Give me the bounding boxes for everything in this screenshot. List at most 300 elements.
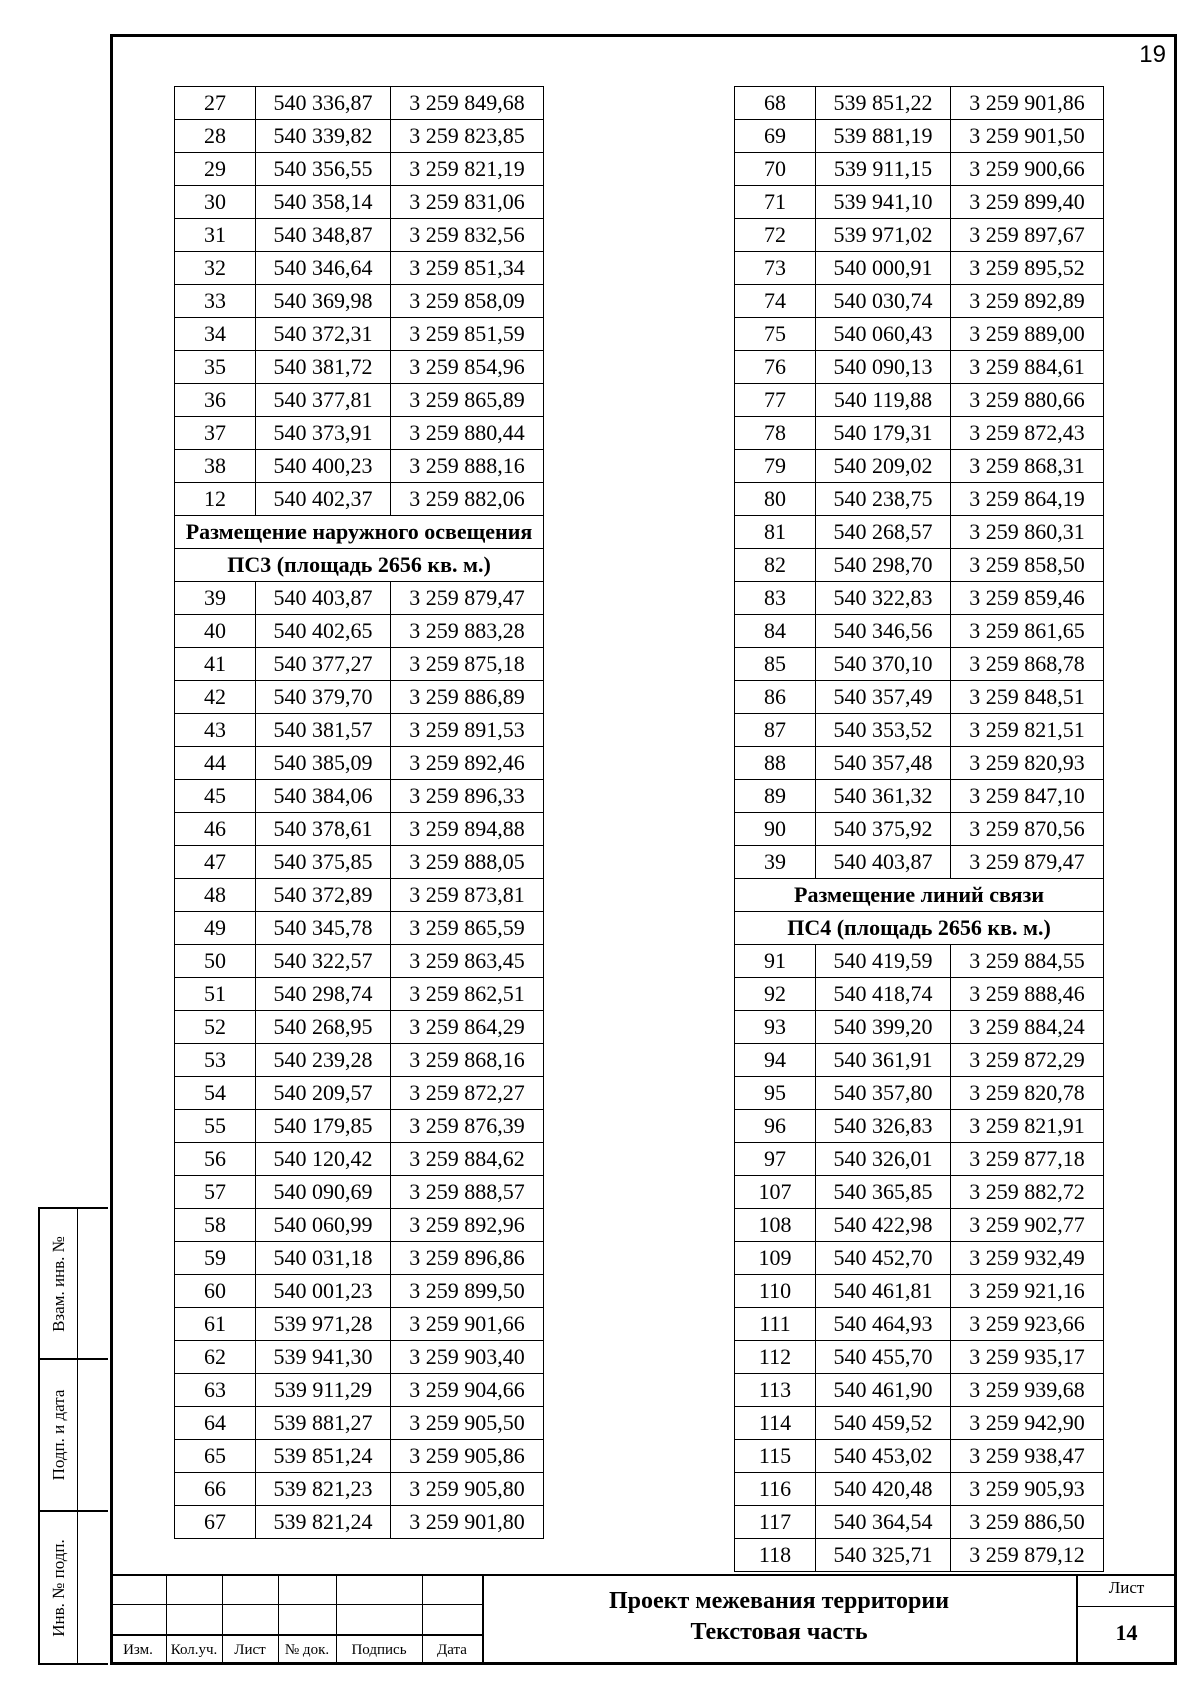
table-row (735, 450, 1104, 483)
table-row (735, 714, 1104, 747)
point-number-cell: 29 (175, 153, 256, 186)
x-coordinate-cell: 540 346,56 (816, 615, 951, 648)
y-coordinate-cell: 3 259 901,80 (391, 1506, 544, 1539)
table-row (735, 780, 1104, 813)
point-number-cell: 95 (735, 1077, 816, 1110)
table-row (175, 351, 544, 384)
title-block-nom-dok-label: № док. (284, 1642, 330, 1658)
table-row (735, 285, 1104, 318)
y-coordinate-cell: 3 259 892,96 (391, 1209, 544, 1242)
x-coordinate-cell: 539 971,28 (256, 1308, 391, 1341)
table-row (175, 384, 544, 417)
x-coordinate-cell: 540 418,74 (816, 978, 951, 1011)
y-coordinate-cell: 3 259 888,16 (391, 450, 544, 483)
point-number-cell: 70 (735, 153, 816, 186)
y-coordinate-cell: 3 259 877,18 (951, 1143, 1104, 1176)
document-title-line-2: Текстовая часть (690, 1619, 868, 1645)
point-number-cell: 30 (175, 186, 256, 219)
point-number-cell: 48 (175, 879, 256, 912)
point-number-cell: 107 (735, 1176, 816, 1209)
y-coordinate-cell: 3 259 880,66 (951, 384, 1104, 417)
x-coordinate-cell: 539 821,23 (256, 1473, 391, 1506)
point-number-cell: 93 (735, 1011, 816, 1044)
point-number-cell: 38 (175, 450, 256, 483)
x-coordinate-cell: 540 120,42 (256, 1143, 391, 1176)
y-coordinate-cell: 3 259 935,17 (951, 1341, 1104, 1374)
x-coordinate-cell: 540 339,82 (256, 120, 391, 153)
sheet-label: Лист (1108, 1578, 1145, 1597)
table-row (735, 1506, 1104, 1539)
y-coordinate-cell: 3 259 879,47 (391, 582, 544, 615)
table-row (735, 1308, 1104, 1341)
point-number-cell: 37 (175, 417, 256, 450)
y-coordinate-cell: 3 259 870,56 (951, 813, 1104, 846)
x-coordinate-cell: 540 372,89 (256, 879, 391, 912)
x-coordinate-cell: 540 322,57 (256, 945, 391, 978)
point-number-cell: 92 (735, 978, 816, 1011)
point-number-cell: 79 (735, 450, 816, 483)
point-number-cell: 117 (735, 1506, 816, 1539)
point-number-cell: 31 (175, 219, 256, 252)
table-row (735, 153, 1104, 186)
section-subtitle: ПС3 (площадь 2656 кв. м.) (175, 549, 544, 582)
table-row (175, 285, 544, 318)
point-number-cell: 46 (175, 813, 256, 846)
y-coordinate-cell: 3 259 863,45 (391, 945, 544, 978)
x-coordinate-cell: 540 361,91 (816, 1044, 951, 1077)
x-coordinate-cell: 540 356,55 (256, 153, 391, 186)
table-row (735, 747, 1104, 780)
table-row (735, 549, 1104, 582)
y-coordinate-cell: 3 259 882,06 (391, 483, 544, 516)
table-row (735, 483, 1104, 516)
table-row (175, 648, 544, 681)
point-number-cell: 114 (735, 1407, 816, 1440)
x-coordinate-cell: 540 357,48 (816, 747, 951, 780)
x-coordinate-cell: 540 377,27 (256, 648, 391, 681)
x-coordinate-cell: 540 365,85 (816, 1176, 951, 1209)
point-number-cell: 56 (175, 1143, 256, 1176)
coordinates-table-left-body (175, 87, 544, 1539)
y-coordinate-cell: 3 259 884,24 (951, 1011, 1104, 1044)
x-coordinate-cell: 540 060,99 (256, 1209, 391, 1242)
table-row (175, 747, 544, 780)
y-coordinate-cell: 3 259 872,27 (391, 1077, 544, 1110)
point-number-cell: 32 (175, 252, 256, 285)
y-coordinate-cell: 3 259 901,86 (951, 87, 1104, 120)
y-coordinate-cell: 3 259 923,66 (951, 1308, 1104, 1341)
table-row (175, 1110, 544, 1143)
y-coordinate-cell: 3 259 888,57 (391, 1176, 544, 1209)
y-coordinate-cell: 3 259 892,89 (951, 285, 1104, 318)
point-number-cell: 59 (175, 1242, 256, 1275)
y-coordinate-cell: 3 259 854,96 (391, 351, 544, 384)
y-coordinate-cell: 3 259 847,10 (951, 780, 1104, 813)
x-coordinate-cell: 540 060,43 (816, 318, 951, 351)
point-number-cell: 72 (735, 219, 816, 252)
y-coordinate-cell: 3 259 939,68 (951, 1374, 1104, 1407)
point-number-cell: 87 (735, 714, 816, 747)
x-coordinate-cell: 539 821,24 (256, 1506, 391, 1539)
point-number-cell: 115 (735, 1440, 816, 1473)
table-row (175, 318, 544, 351)
y-coordinate-cell: 3 259 901,66 (391, 1308, 544, 1341)
section-title: Размещение наружного освещения (175, 516, 544, 549)
y-coordinate-cell: 3 259 886,89 (391, 681, 544, 714)
x-coordinate-cell: 540 402,37 (256, 483, 391, 516)
point-number-cell: 58 (175, 1209, 256, 1242)
table-row (175, 120, 544, 153)
table-row (735, 681, 1104, 714)
x-coordinate-cell: 540 358,14 (256, 186, 391, 219)
x-coordinate-cell: 540 209,57 (256, 1077, 391, 1110)
table-row (735, 1077, 1104, 1110)
y-coordinate-cell: 3 259 896,86 (391, 1242, 544, 1275)
x-coordinate-cell: 540 238,75 (816, 483, 951, 516)
y-coordinate-cell: 3 259 899,40 (951, 186, 1104, 219)
table-row (735, 1176, 1104, 1209)
x-coordinate-cell: 539 881,27 (256, 1407, 391, 1440)
table-row (175, 252, 544, 285)
stamp-inv-podp-label: Инв. № подп. (48, 1538, 68, 1637)
title-block-list-label: Лист (234, 1642, 266, 1658)
point-number-cell: 94 (735, 1044, 816, 1077)
table-row (175, 879, 544, 912)
y-coordinate-cell: 3 259 865,59 (391, 912, 544, 945)
point-number-cell: 74 (735, 285, 816, 318)
x-coordinate-cell: 540 377,81 (256, 384, 391, 417)
table-row (735, 252, 1104, 285)
y-coordinate-cell: 3 259 820,93 (951, 747, 1104, 780)
coordinates-table-right (734, 86, 1104, 1572)
y-coordinate-cell: 3 259 831,06 (391, 186, 544, 219)
table-row (175, 1011, 544, 1044)
x-coordinate-cell: 539 851,24 (256, 1440, 391, 1473)
y-coordinate-cell: 3 259 884,61 (951, 351, 1104, 384)
x-coordinate-cell: 540 364,54 (816, 1506, 951, 1539)
point-number-cell: 80 (735, 483, 816, 516)
y-coordinate-cell: 3 259 879,47 (951, 846, 1104, 879)
point-number-cell: 82 (735, 549, 816, 582)
point-number-cell: 83 (735, 582, 816, 615)
table-row (175, 1506, 544, 1539)
y-coordinate-cell: 3 259 905,80 (391, 1473, 544, 1506)
x-coordinate-cell: 540 326,83 (816, 1110, 951, 1143)
y-coordinate-cell: 3 259 880,44 (391, 417, 544, 450)
x-coordinate-cell: 540 336,87 (256, 87, 391, 120)
x-coordinate-cell: 540 298,74 (256, 978, 391, 1011)
table-row (735, 87, 1104, 120)
x-coordinate-cell: 540 402,65 (256, 615, 391, 648)
table-row (735, 1473, 1104, 1506)
y-coordinate-cell: 3 259 848,51 (951, 681, 1104, 714)
point-number-cell: 34 (175, 318, 256, 351)
stamp-podp-data-label: Подп. и дата (48, 1389, 68, 1481)
table-row (175, 813, 544, 846)
x-coordinate-cell: 539 941,30 (256, 1341, 391, 1374)
point-number-cell: 27 (175, 87, 256, 120)
y-coordinate-cell: 3 259 903,40 (391, 1341, 544, 1374)
y-coordinate-cell: 3 259 889,00 (951, 318, 1104, 351)
y-coordinate-cell: 3 259 823,85 (391, 120, 544, 153)
y-coordinate-cell: 3 259 901,50 (951, 120, 1104, 153)
x-coordinate-cell: 540 268,57 (816, 516, 951, 549)
point-number-cell: 75 (735, 318, 816, 351)
y-coordinate-cell: 3 259 905,86 (391, 1440, 544, 1473)
table-row (175, 219, 544, 252)
x-coordinate-cell: 540 179,31 (816, 417, 951, 450)
y-coordinate-cell: 3 259 884,55 (951, 945, 1104, 978)
point-number-cell: 63 (175, 1374, 256, 1407)
x-coordinate-cell: 540 455,70 (816, 1341, 951, 1374)
point-number-cell: 33 (175, 285, 256, 318)
x-coordinate-cell: 539 851,22 (816, 87, 951, 120)
point-number-cell: 112 (735, 1341, 816, 1374)
x-coordinate-cell: 540 325,71 (816, 1539, 951, 1572)
y-coordinate-cell: 3 259 868,16 (391, 1044, 544, 1077)
table-row (175, 153, 544, 186)
y-coordinate-cell: 3 259 864,29 (391, 1011, 544, 1044)
point-number-cell: 108 (735, 1209, 816, 1242)
point-number-cell: 12 (175, 483, 256, 516)
point-number-cell: 35 (175, 351, 256, 384)
y-coordinate-cell: 3 259 868,78 (951, 648, 1104, 681)
table-row (175, 1407, 544, 1440)
point-number-cell: 42 (175, 681, 256, 714)
point-number-cell: 57 (175, 1176, 256, 1209)
stamp-vzam-inv (38, 1207, 108, 1360)
table-row (735, 1242, 1104, 1275)
point-number-cell: 52 (175, 1011, 256, 1044)
point-number-cell: 71 (735, 186, 816, 219)
x-coordinate-cell: 540 461,81 (816, 1275, 951, 1308)
table-row (735, 945, 1104, 978)
y-coordinate-cell: 3 259 900,66 (951, 153, 1104, 186)
point-number-cell: 50 (175, 945, 256, 978)
y-coordinate-cell: 3 259 932,49 (951, 1242, 1104, 1275)
y-coordinate-cell: 3 259 868,31 (951, 450, 1104, 483)
table-row (175, 1374, 544, 1407)
point-number-cell: 69 (735, 120, 816, 153)
x-coordinate-cell: 540 000,91 (816, 252, 951, 285)
x-coordinate-cell: 540 030,74 (816, 285, 951, 318)
y-coordinate-cell: 3 259 851,34 (391, 252, 544, 285)
y-coordinate-cell: 3 259 858,09 (391, 285, 544, 318)
y-coordinate-cell: 3 259 905,50 (391, 1407, 544, 1440)
table-row (735, 219, 1104, 252)
point-number-cell: 88 (735, 747, 816, 780)
point-number-cell: 64 (175, 1407, 256, 1440)
table-row (735, 582, 1104, 615)
x-coordinate-cell: 540 370,10 (816, 648, 951, 681)
point-number-cell: 81 (735, 516, 816, 549)
x-coordinate-cell: 540 031,18 (256, 1242, 391, 1275)
table-row (735, 1275, 1104, 1308)
x-coordinate-cell: 540 381,57 (256, 714, 391, 747)
point-number-cell: 45 (175, 780, 256, 813)
x-coordinate-cell: 539 911,29 (256, 1374, 391, 1407)
table-row (175, 681, 544, 714)
point-number-cell: 111 (735, 1308, 816, 1341)
y-coordinate-cell: 3 259 894,88 (391, 813, 544, 846)
table-row (175, 846, 544, 879)
point-number-cell: 43 (175, 714, 256, 747)
table-row (175, 615, 544, 648)
y-coordinate-cell: 3 259 872,43 (951, 417, 1104, 450)
point-number-cell: 77 (735, 384, 816, 417)
point-number-cell: 109 (735, 1242, 816, 1275)
table-row (735, 1341, 1104, 1374)
x-coordinate-cell: 540 090,69 (256, 1176, 391, 1209)
x-coordinate-cell: 540 369,98 (256, 285, 391, 318)
y-coordinate-cell: 3 259 921,16 (951, 1275, 1104, 1308)
x-coordinate-cell: 540 322,83 (816, 582, 951, 615)
table-row (175, 1242, 544, 1275)
y-coordinate-cell: 3 259 883,28 (391, 615, 544, 648)
x-coordinate-cell: 540 375,85 (256, 846, 391, 879)
x-coordinate-cell: 540 461,90 (816, 1374, 951, 1407)
point-number-cell: 67 (175, 1506, 256, 1539)
title-block-kol-uch-label: Кол.уч. (170, 1642, 218, 1658)
table-row (175, 1308, 544, 1341)
title-block-podpis-label: Подпись (351, 1642, 407, 1658)
page-number: 19 (1139, 41, 1166, 68)
x-coordinate-cell: 540 399,20 (816, 1011, 951, 1044)
point-number-cell: 110 (735, 1275, 816, 1308)
x-coordinate-cell: 540 346,64 (256, 252, 391, 285)
y-coordinate-cell: 3 259 849,68 (391, 87, 544, 120)
y-coordinate-cell: 3 259 859,46 (951, 582, 1104, 615)
x-coordinate-cell: 540 372,31 (256, 318, 391, 351)
point-number-cell: 84 (735, 615, 816, 648)
title-block (110, 1574, 1177, 1665)
x-coordinate-cell: 540 345,78 (256, 912, 391, 945)
table-row (175, 1473, 544, 1506)
y-coordinate-cell: 3 259 884,62 (391, 1143, 544, 1176)
table-row (735, 1407, 1104, 1440)
table-row (735, 417, 1104, 450)
table-row (735, 186, 1104, 219)
y-coordinate-cell: 3 259 858,50 (951, 549, 1104, 582)
x-coordinate-cell: 540 268,95 (256, 1011, 391, 1044)
table-row (735, 1110, 1104, 1143)
section-title: Размещение линий связи (735, 879, 1104, 912)
point-number-cell: 76 (735, 351, 816, 384)
point-number-cell: 89 (735, 780, 816, 813)
title-block-data-label: Дата (437, 1642, 467, 1658)
point-number-cell: 91 (735, 945, 816, 978)
section-header-row (735, 879, 1104, 912)
point-number-cell: 118 (735, 1539, 816, 1572)
x-coordinate-cell: 539 881,19 (816, 120, 951, 153)
section-header-row (175, 549, 544, 582)
y-coordinate-cell: 3 259 873,81 (391, 879, 544, 912)
y-coordinate-cell: 3 259 902,77 (951, 1209, 1104, 1242)
x-coordinate-cell: 540 419,59 (816, 945, 951, 978)
coordinates-table-left (174, 86, 544, 1539)
table-row (175, 450, 544, 483)
section-header-row (735, 912, 1104, 945)
title-block-sheet-line (1076, 1606, 1177, 1607)
table-row (735, 120, 1104, 153)
x-coordinate-cell: 540 239,28 (256, 1044, 391, 1077)
x-coordinate-cell: 539 941,10 (816, 186, 951, 219)
point-number-cell: 49 (175, 912, 256, 945)
point-number-cell: 40 (175, 615, 256, 648)
table-row (735, 351, 1104, 384)
y-coordinate-cell: 3 259 886,50 (951, 1506, 1104, 1539)
coordinates-table-right-body (735, 87, 1104, 1572)
table-row (175, 87, 544, 120)
y-coordinate-cell: 3 259 862,51 (391, 978, 544, 1011)
x-coordinate-cell: 540 090,13 (816, 351, 951, 384)
stamp-vzam-inv-label: Взам. инв. № (48, 1235, 68, 1332)
y-coordinate-cell: 3 259 895,52 (951, 252, 1104, 285)
x-coordinate-cell: 540 298,70 (816, 549, 951, 582)
section-subtitle: ПС4 (площадь 2656 кв. м.) (735, 912, 1104, 945)
y-coordinate-cell: 3 259 897,67 (951, 219, 1104, 252)
point-number-cell: 78 (735, 417, 816, 450)
document-title-line-1: Проект межевания территории (608, 1588, 950, 1614)
table-row (175, 1341, 544, 1374)
title-block-top-border (110, 1574, 1177, 1576)
x-coordinate-cell: 539 911,15 (816, 153, 951, 186)
table-row (735, 1374, 1104, 1407)
y-coordinate-cell: 3 259 876,39 (391, 1110, 544, 1143)
table-row (735, 1143, 1104, 1176)
y-coordinate-cell: 3 259 938,47 (951, 1440, 1104, 1473)
point-number-cell: 66 (175, 1473, 256, 1506)
y-coordinate-cell: 3 259 865,89 (391, 384, 544, 417)
table-row (175, 417, 544, 450)
y-coordinate-cell: 3 259 821,51 (951, 714, 1104, 747)
x-coordinate-cell: 540 403,87 (256, 582, 391, 615)
x-coordinate-cell: 540 403,87 (816, 846, 951, 879)
x-coordinate-cell: 540 422,98 (816, 1209, 951, 1242)
table-row (175, 186, 544, 219)
y-coordinate-cell: 3 259 888,46 (951, 978, 1104, 1011)
y-coordinate-cell: 3 259 899,50 (391, 1275, 544, 1308)
y-coordinate-cell: 3 259 891,53 (391, 714, 544, 747)
table-row (175, 1440, 544, 1473)
x-coordinate-cell: 540 357,80 (816, 1077, 951, 1110)
x-coordinate-cell: 540 001,23 (256, 1275, 391, 1308)
point-number-cell: 44 (175, 747, 256, 780)
table-row (735, 846, 1104, 879)
y-coordinate-cell: 3 259 904,66 (391, 1374, 544, 1407)
table-row (175, 978, 544, 1011)
y-coordinate-cell: 3 259 896,33 (391, 780, 544, 813)
x-coordinate-cell: 540 453,02 (816, 1440, 951, 1473)
table-row (735, 813, 1104, 846)
stamp-inv-podp (38, 1510, 108, 1665)
document-title (482, 1586, 1076, 1648)
y-coordinate-cell: 3 259 864,19 (951, 483, 1104, 516)
table-row (175, 1143, 544, 1176)
x-coordinate-cell: 540 464,93 (816, 1308, 951, 1341)
table-row (735, 648, 1104, 681)
point-number-cell: 54 (175, 1077, 256, 1110)
table-row (175, 780, 544, 813)
table-row (175, 582, 544, 615)
y-coordinate-cell: 3 259 879,12 (951, 1539, 1104, 1572)
table-row (175, 1176, 544, 1209)
table-row (175, 1209, 544, 1242)
y-coordinate-cell: 3 259 821,91 (951, 1110, 1104, 1143)
point-number-cell: 96 (735, 1110, 816, 1143)
x-coordinate-cell: 540 452,70 (816, 1242, 951, 1275)
table-row (175, 1044, 544, 1077)
